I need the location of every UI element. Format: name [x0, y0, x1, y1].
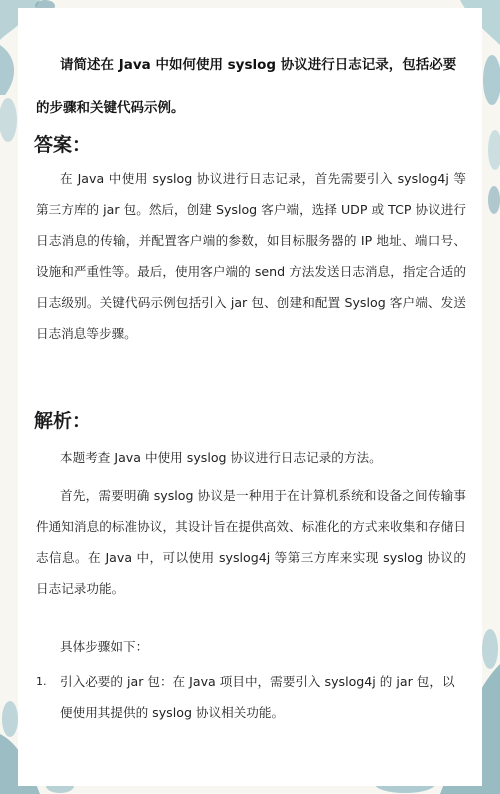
- answer-text: 在 Java 中使用 syslog 协议进行日志记录，首先需要引入 syslog4j 等第三方库的 jar 包。然后，创建 Syslog 客户端，选择 UDP 或 TCP 协议进行日志消息的传输，并配置客户端的参数，如目标服务器的 IP 地址、端口号、设施和严重性等。最后，使用客户端的 send 方法发送日志消息，指定合适的日志级别。关键代码示例包括引入 jar 包、创建和配置 Syslog 客户端、发送日志消息等步骤。: [36, 171, 466, 341]
- list-item: [36, 666, 466, 728]
- list-item-number: 1.: [36, 675, 47, 688]
- analysis-heading: 解析：: [34, 410, 92, 432]
- answer-heading: 答案：: [34, 134, 92, 156]
- analysis-paragraph-1: 本题考查 Java 中使用 syslog 协议进行日志记录的方法。: [60, 450, 382, 465]
- analysis-paragraph-2: 首先，需要明确 syslog 协议是一种用于在计算机系统和设备之间传输事件通知消息的标准协议，其设计旨在提供高效、标准化的方式来收集和存储日志信息。在 Java 中，可以使用 syslog4j 等第三方库来实现 syslog 协议的日志记录功能。: [36, 488, 466, 596]
- list-item-text: 引入必要的 jar 包：在 Java 项目中，需要引入 syslog4j 的 jar 包，以便使用其提供的 syslog 协议相关功能。: [60, 674, 455, 720]
- analysis-paragraph-3: 具体步骤如下：: [60, 639, 149, 654]
- question-text: 请简述在 Java 中如何使用 syslog 协议进行日志记录，包括必要的步骤和关键代码示例。: [36, 57, 457, 116]
